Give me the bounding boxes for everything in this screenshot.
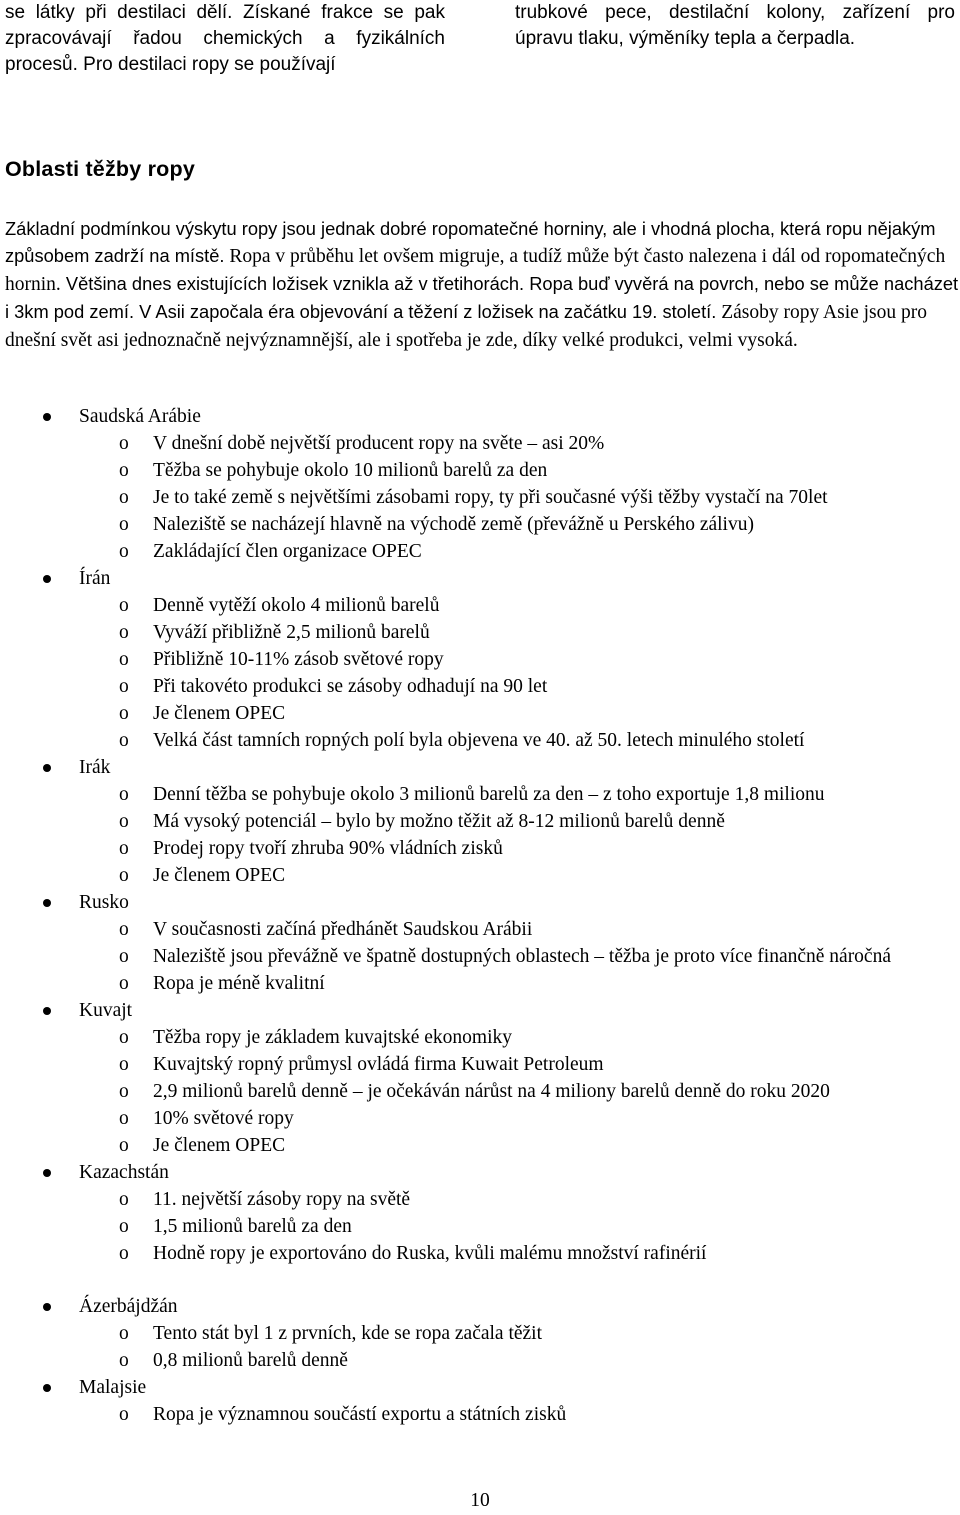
- circle-bullet-icon: o: [119, 487, 129, 508]
- country-facts: [79, 1401, 960, 1428]
- country-list: [0, 403, 960, 1428]
- country-name: Saudská Arábie: [79, 406, 201, 427]
- circle-bullet-icon: o: [119, 1243, 129, 1264]
- page-number: 10: [470, 1490, 490, 1511]
- country-facts: [79, 592, 960, 754]
- fact-item: [79, 1105, 960, 1132]
- fact-text: Tento stát byl 1 z prvních, kde se ropa začala těžit: [153, 1323, 543, 1344]
- fact-text: Naleziště se nacházejí hlavně na východě země (převážně u Perského zálivu): [153, 514, 754, 535]
- country-item: [0, 403, 960, 565]
- fact-text: Denně vytěží okolo 4 milionů barelů: [153, 595, 440, 616]
- country-name: Malajsie: [79, 1377, 147, 1398]
- fact-item: [79, 1078, 960, 1105]
- fact-text: 2,9 milionů barelů denně – je očekáván nárůst na 4 miliony barelů denně do roku 2020: [153, 1081, 830, 1102]
- country-facts: [79, 1320, 960, 1374]
- circle-bullet-icon: o: [119, 946, 129, 967]
- fact-text: Je členem OPEC: [153, 865, 286, 886]
- intro-text-3: Většina dnes existujících ložisek vznikla až v třetihorách. Ropa buď vyvěrá na povrch, nebo se může nacházet i 3km pod zemí. V Asii započala éra objevování a těžení z ložisek na začátku 19. století.: [5, 273, 959, 322]
- country-facts: [79, 1024, 960, 1159]
- circle-bullet-icon: o: [119, 1189, 129, 1210]
- circle-bullet-icon: o: [119, 838, 129, 859]
- circle-bullet-icon: o: [119, 1108, 129, 1129]
- fact-text: Naleziště jsou převážně ve špatně dostupných oblastech – těžba je proto více finančně náročná: [153, 946, 891, 967]
- circle-bullet-icon: o: [119, 1081, 129, 1102]
- fact-text: Je členem OPEC: [153, 1135, 286, 1156]
- fact-text: Přibližně 10-11% zásob světové ropy: [153, 649, 444, 670]
- circle-bullet-icon: o: [119, 1323, 129, 1344]
- circle-bullet-icon: o: [119, 1027, 129, 1048]
- fact-text: Zakládající člen organizace OPEC: [153, 541, 422, 562]
- circle-bullet-icon: o: [119, 811, 129, 832]
- circle-bullet-icon: o: [119, 649, 129, 670]
- country-name: Irák: [79, 757, 111, 778]
- fact-item: [79, 1051, 960, 1078]
- top-two-column-fragment: [5, 0, 955, 78]
- country-name: Kuvajt: [79, 1000, 133, 1021]
- circle-bullet-icon: o: [119, 433, 129, 454]
- fact-text: Je to také země s největšími zásobami ropy, ty při současné výši těžby vystačí na 70let: [153, 487, 828, 508]
- circle-bullet-icon: o: [119, 514, 129, 535]
- bullet-dot-icon: [43, 1384, 51, 1392]
- circle-bullet-icon: o: [119, 703, 129, 724]
- circle-bullet-icon: o: [119, 1135, 129, 1156]
- country-facts: [79, 781, 960, 889]
- fact-text: 11. největší zásoby ropy na světě: [153, 1189, 411, 1210]
- country-item: [0, 754, 960, 889]
- fact-text: Má vysoký potenciál – bylo by možno těžit až 8-12 milionů barelů denně: [153, 811, 725, 832]
- fact-text: 0,8 milionů barelů denně: [153, 1350, 348, 1371]
- country-item: [0, 997, 960, 1159]
- intro-text-1: Základní podmínkou výskytu ropy jsou jednak dobré ropomatečné horniny, ale i vhodná plocha, která ropu nějakým způsobem zadrží na místě.: [5, 218, 936, 266]
- fact-item: [79, 1401, 960, 1428]
- fact-item: [79, 1347, 960, 1374]
- fact-text: Hodně ropy je exportováno do Ruska, kvůli malému množství rafinérií: [153, 1243, 707, 1264]
- fact-text: V dnešní době největší producent ropy na světe – asi 20%: [153, 433, 605, 454]
- circle-bullet-icon: o: [119, 1350, 129, 1371]
- fact-text: Těžba se pohybuje okolo 10 milionů barelů za den: [153, 460, 548, 481]
- fact-text: Denní těžba se pohybuje okolo 3 milionů barelů za den – z toho exportuje 1,8 milionu: [153, 784, 825, 805]
- fact-item: [79, 484, 960, 511]
- section-heading: Oblasti těžby ropy: [5, 157, 195, 181]
- fact-item: [79, 808, 960, 835]
- fact-text: Kuvajtský ropný průmysl ovládá firma Kuwait Petroleum: [153, 1054, 604, 1075]
- circle-bullet-icon: o: [119, 784, 129, 805]
- fact-item: [79, 1320, 960, 1347]
- country-name: Írán: [79, 568, 111, 589]
- fact-item: [79, 727, 960, 754]
- circle-bullet-icon: o: [119, 676, 129, 697]
- intro-text-4: Zásoby ropy Asie jsou pro dnešní svět asi jednoznačně nejvýznamnější, ale i spotřeba je zde, díky velké produkci, velmi vysoká.: [5, 302, 928, 351]
- circle-bullet-icon: o: [119, 1216, 129, 1237]
- fact-text: Při takovéto produkci se zásoby odhadují na 90 let: [153, 676, 548, 697]
- fact-item: [79, 1186, 960, 1213]
- fact-item: [79, 1024, 960, 1051]
- fact-text: Velká část tamních ropných polí byla objevena ve 40. až 50. letech minulého století: [153, 730, 805, 751]
- fact-item: [79, 1132, 960, 1159]
- country-facts: [79, 1186, 960, 1267]
- fact-text: Těžba ropy je základem kuvajtské ekonomiky: [153, 1027, 512, 1048]
- fact-item: [79, 646, 960, 673]
- bullet-dot-icon: [43, 413, 51, 421]
- bullet-dot-icon: [43, 764, 51, 772]
- fact-text: Vyváží přibližně 2,5 milionů barelů: [153, 622, 430, 643]
- fact-item: [79, 430, 960, 457]
- fact-item: [79, 781, 960, 808]
- country-item: [0, 889, 960, 997]
- fact-text: Prodej ropy tvoří zhruba 90% vládních zisků: [153, 838, 503, 859]
- circle-bullet-icon: o: [119, 460, 129, 481]
- country-item: [0, 1374, 960, 1428]
- fact-item: [79, 511, 960, 538]
- circle-bullet-icon: o: [119, 730, 129, 751]
- circle-bullet-icon: o: [119, 919, 129, 940]
- fact-item: [79, 700, 960, 727]
- country-name: Rusko: [79, 892, 129, 913]
- bullet-dot-icon: [43, 1007, 51, 1015]
- country-item: [0, 565, 960, 754]
- fact-item: [79, 619, 960, 646]
- intro-paragraph: [5, 215, 960, 354]
- fact-text: 10% světové ropy: [153, 1108, 294, 1129]
- bullet-dot-icon: [43, 575, 51, 583]
- bullet-dot-icon: [43, 1169, 51, 1177]
- fact-item: [79, 1213, 960, 1240]
- fact-item: [79, 862, 960, 889]
- circle-bullet-icon: o: [119, 1404, 129, 1425]
- fact-item: [79, 538, 960, 565]
- fact-item: [79, 943, 960, 970]
- fact-item: [79, 970, 960, 997]
- fact-text: Je členem OPEC: [153, 703, 286, 724]
- circle-bullet-icon: o: [119, 595, 129, 616]
- circle-bullet-icon: o: [119, 1054, 129, 1075]
- fact-item: [79, 673, 960, 700]
- fact-item: [79, 916, 960, 943]
- top-right-column: trubkové pece, destilační kolony, zařízení pro úpravu tlaku, výměníky tepla a čerpadla.: [515, 2, 955, 49]
- fact-text: V současnosti začíná předhánět Saudskou Arábii: [153, 919, 533, 940]
- top-left-column: se látky při destilaci dělí. Získané frakce se pak zpracovávají řadou chemických a fyzikálních procesů. Pro destilaci ropy se používají: [5, 2, 445, 75]
- country-facts: [79, 430, 960, 565]
- country-name: Kazachstán: [79, 1162, 169, 1183]
- fact-item: [79, 835, 960, 862]
- circle-bullet-icon: o: [119, 622, 129, 643]
- country-item: [0, 1159, 960, 1267]
- country-name: Ázerbájdžán: [79, 1296, 178, 1317]
- fact-text: Ropa je méně kvalitní: [153, 973, 325, 994]
- fact-text: Ropa je významnou součástí exportu a státních zisků: [153, 1404, 567, 1425]
- circle-bullet-icon: o: [119, 541, 129, 562]
- country-item: [0, 1293, 960, 1374]
- intro-text-2: Ropa v průběhu let ovšem migruje, a tudíž může být často nalezena i dál od ropomatečných hornin.: [5, 246, 946, 295]
- bullet-dot-icon: [43, 1303, 51, 1311]
- fact-text: 1,5 milionů barelů za den: [153, 1216, 352, 1237]
- country-facts: [79, 916, 960, 997]
- fact-item: [79, 1240, 960, 1267]
- fact-item: [79, 457, 960, 484]
- circle-bullet-icon: o: [119, 973, 129, 994]
- circle-bullet-icon: o: [119, 865, 129, 886]
- fact-item: [79, 592, 960, 619]
- bullet-dot-icon: [43, 899, 51, 907]
